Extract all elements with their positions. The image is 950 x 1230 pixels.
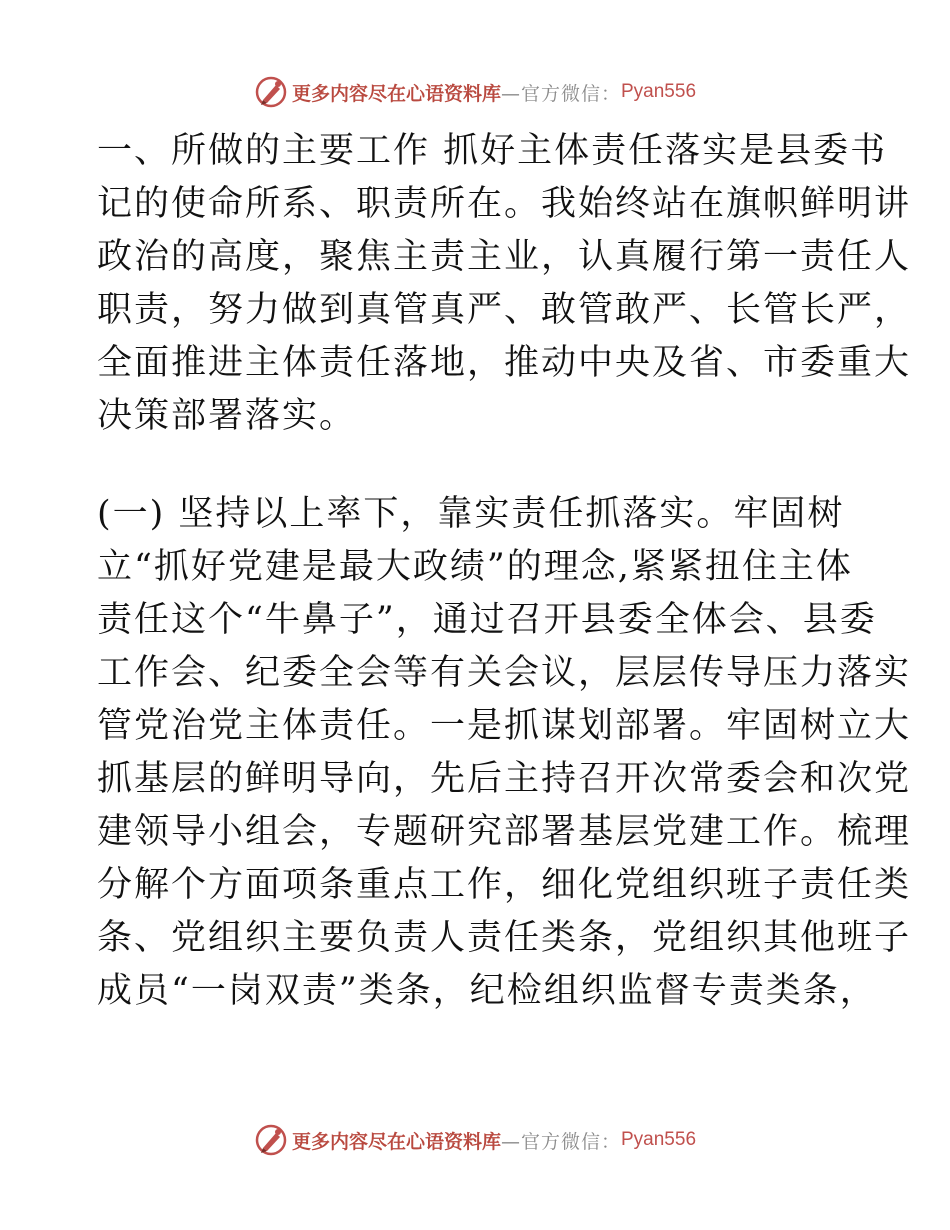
text-line: 职责，努力做到真管真严、敢管敢严、长管长严， — [97, 290, 912, 330]
text-line: 管党治党主体责任。一是抓谋划部署。牢固树立大 — [97, 706, 912, 746]
text-line: 政治的高度，聚焦主责主业，认真履行第一责任人 — [97, 237, 912, 277]
banner-main-text: 更多内容尽在心语资料库 — [291, 1130, 501, 1153]
pen-logo-icon — [254, 75, 288, 109]
text-line: 工作会、纪委全会等有关会议，层层传导压力落实 — [97, 653, 912, 693]
footer-banner — [0, 1120, 950, 1160]
text-line: (一) 坚持以上率下，靠实责任抓落实。牢固树 — [97, 494, 845, 534]
banner-wechat-id: Pyan556 — [621, 1129, 697, 1150]
text-line: 条、党组织主要负责人责任类条，党组织其他班子 — [97, 918, 912, 958]
text-line: 决策部署落实。 — [97, 396, 357, 436]
pen-logo-icon — [254, 1123, 288, 1157]
text-line: 立“抓好党建是最大政绩”的理念,紧紧扭住主体 — [97, 547, 853, 587]
banner-main-text: 更多内容尽在心语资料库 — [291, 82, 501, 105]
text-line: 成员“一岗双责”类条，纪检组织监督专责类条， — [97, 971, 877, 1011]
text-line: 分解个方面项条重点工作，细化党组织班子责任类 — [97, 865, 912, 905]
paragraph-1 — [97, 125, 912, 443]
banner-wechat-id: Pyan556 — [621, 81, 697, 102]
banner-dash-text: —官方微信： — [500, 82, 621, 105]
text-line: 全面推进主体责任落地，推动中央及省、市委重大 — [97, 343, 912, 383]
banner-dash-text: —官方微信： — [500, 1130, 621, 1153]
text-line: 一、所做的主要工作 抓好主体责任落实是县委书 — [97, 131, 888, 171]
text-line: 记的使命所系、职责所在。我始终站在旗帜鲜明讲 — [97, 184, 912, 224]
header-banner — [0, 72, 950, 112]
text-line: 建领导小组会，专题研究部署基层党建工作。梳理 — [97, 812, 912, 852]
paragraph-2 — [97, 488, 912, 1018]
text-line: 抓基层的鲜明导向，先后主持召开次常委会和次党 — [97, 759, 912, 799]
text-line: 责任这个“牛鼻子”，通过召开县委全体会、县委 — [97, 600, 877, 640]
